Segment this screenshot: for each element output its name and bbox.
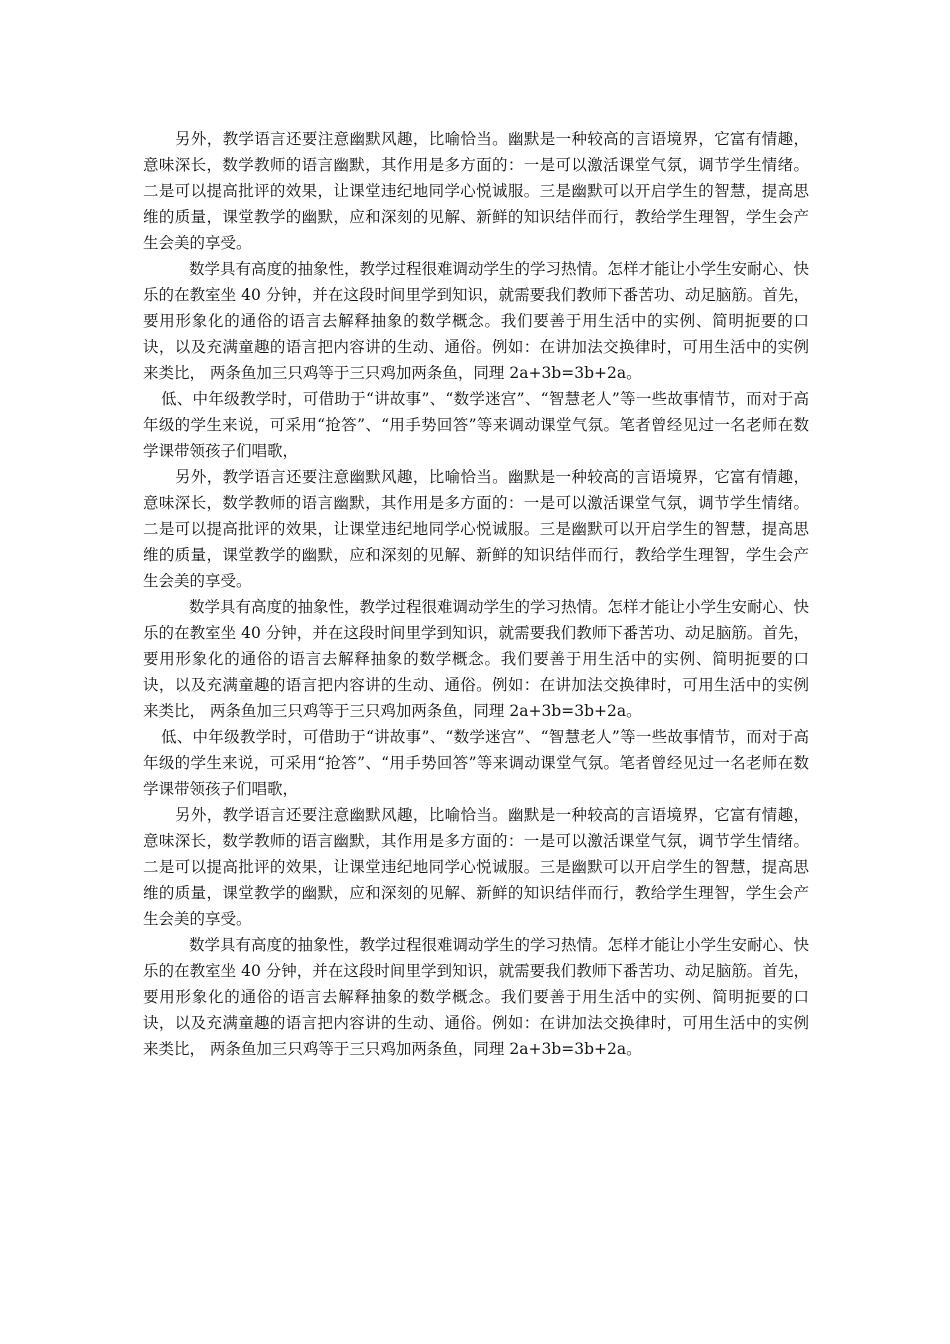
paragraph-grades-2: 低、中年级教学时，可借助于“讲故事”、“数学迷宫”、“智慧老人”等一些故事情节，而对于高年级的学生来说，可采用“抢答”、“用手势回答”等来调动课堂气氛。笔者曾经见过一名老师在数学课带领孩子们唱歌， [143, 728, 809, 798]
document-body [143, 126, 809, 1062]
paragraph-grades-1: 低、中年级教学时，可借助于“讲故事”、“数学迷宫”、“智慧老人”等一些故事情节，而对于高年级的学生来说，可采用“抢答”、“用手势回答”等来调动课堂气氛。笔者曾经见过一名老师在数学课带领孩子们唱歌， [143, 390, 809, 460]
paragraph-abstraction-1: 数学具有高度的抽象性，教学过程很难调动学生的学习热情。怎样才能让小学生安耐心、快乐的在教室坐 40 分钟，并在这段时间里学到知识，就需要我们教师下番苦功、动足脑筋。首先，要用形象化的通俗的语言去解释抽象的数学概念。我们要善于用生活中的实例、简明扼要的口诀，以及充满童趣的语言把内容讲的生动、通俗。例如：在讲加法交换律时，可用生活中的实例来类比， 两条鱼加三只鸡等于三只鸡加两条鱼，同理 2a+3b=3b+2a。 [143, 260, 810, 382]
paragraph-humor-3: 另外，教学语言还要注意幽默风趣，比喻恰当。幽默是一种较高的言语境界，它富有情趣，意味深长，数学教师的语言幽默，其作用是多方面的：一是可以激活课堂气氛，调节学生情绪。二是可以提高批评的效果，让课堂违纪地同学心悦诚服。三是幽默可以开启学生的智慧，提高思维的质量，课堂教学的幽默，应和深刻的见解、新鲜的知识结伴而行，教给学生理智，学生会产生会美的享受。 [143, 806, 809, 928]
paragraph-humor-2: 另外，教学语言还要注意幽默风趣，比喻恰当。幽默是一种较高的言语境界，它富有情趣，意味深长，数学教师的语言幽默，其作用是多方面的：一是可以激活课堂气氛，调节学生情绪。二是可以提高批评的效果，让课堂违纪地同学心悦诚服。三是幽默可以开启学生的智慧，提高思维的质量，课堂教学的幽默，应和深刻的见解、新鲜的知识结伴而行，教给学生理智，学生会产生会美的享受。 [143, 468, 809, 590]
paragraph-abstraction-2: 数学具有高度的抽象性，教学过程很难调动学生的学习热情。怎样才能让小学生安耐心、快乐的在教室坐 40 分钟，并在这段时间里学到知识，就需要我们教师下番苦功、动足脑筋。首先，要用形象化的通俗的语言去解释抽象的数学概念。我们要善于用生活中的实例、简明扼要的口诀，以及充满童趣的语言把内容讲的生动、通俗。例如：在讲加法交换律时，可用生活中的实例来类比， 两条鱼加三只鸡等于三只鸡加两条鱼，同理 2a+3b=3b+2a。 [143, 598, 810, 720]
paragraph-abstraction-3: 数学具有高度的抽象性，教学过程很难调动学生的学习热情。怎样才能让小学生安耐心、快乐的在教室坐 40 分钟，并在这段时间里学到知识，就需要我们教师下番苦功、动足脑筋。首先，要用形象化的通俗的语言去解释抽象的数学概念。我们要善于用生活中的实例、简明扼要的口诀，以及充满童趣的语言把内容讲的生动、通俗。例如：在讲加法交换律时，可用生活中的实例来类比， 两条鱼加三只鸡等于三只鸡加两条鱼，同理 2a+3b=3b+2a。 [143, 936, 810, 1058]
paragraph-humor-1: 另外，教学语言还要注意幽默风趣，比喻恰当。幽默是一种较高的言语境界，它富有情趣，意味深长，数学教师的语言幽默，其作用是多方面的：一是可以激活课堂气氛，调节学生情绪。二是可以提高批评的效果，让课堂违纪地同学心悦诚服。三是幽默可以开启学生的智慧，提高思维的质量，课堂教学的幽默，应和深刻的见解、新鲜的知识结伴而行，教给学生理智，学生会产生会美的享受。 [143, 130, 809, 252]
